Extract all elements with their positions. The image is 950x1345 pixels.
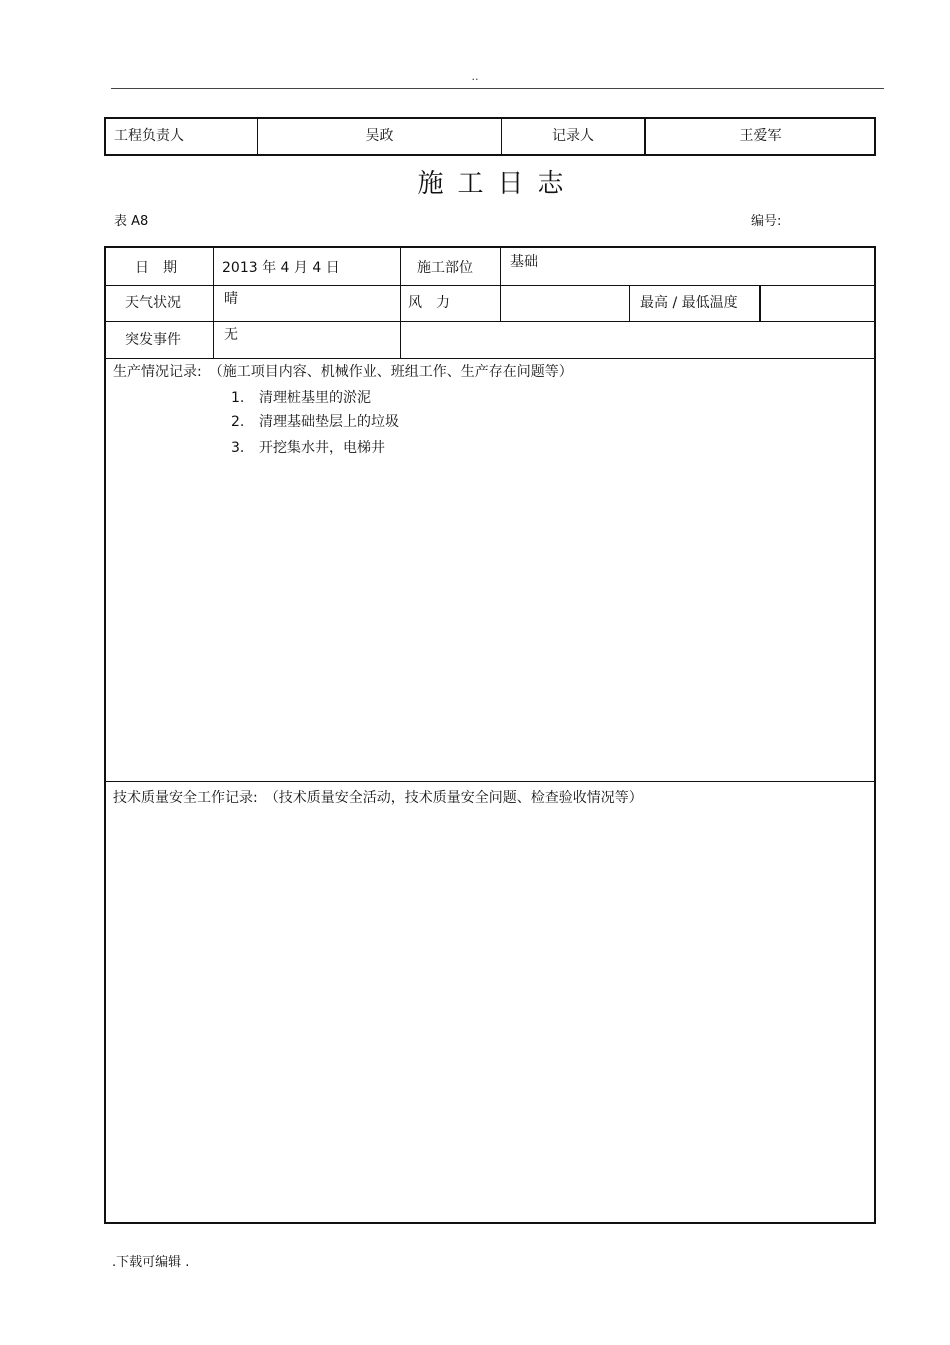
manager-label: 工程负责人 (114, 128, 184, 144)
temperature-label: 最高 / 最低温度 (640, 295, 738, 311)
production-record-label: 生产情况记录: （施工项目内容、机械作业、班组工作、生产存在问题等） (113, 364, 573, 380)
tech-quality-record-label: 技术质量安全工作记录: （技术质量安全活动，技术质量安全问题、检查验收情况等） (113, 790, 643, 806)
page-title: 施工日志 (417, 169, 578, 199)
recorder-label: 记录人 (552, 128, 594, 144)
list-item: 1. 清理桩基里的淤泥 (231, 390, 371, 406)
date-value: 2013 年 4 月 4 日 (222, 260, 340, 276)
wind-label: 风 力 (408, 295, 450, 311)
construction-log-table (104, 246, 876, 1224)
manager-value: 吴政 (365, 128, 394, 144)
header-dots: .. (471, 70, 479, 83)
incident-value: 无 (224, 327, 238, 343)
weather-label: 天气状况 (125, 295, 181, 311)
list-item: 3. 开挖集水井，电梯井 (231, 440, 385, 456)
footer-note: .下载可编辑 . (112, 1255, 190, 1270)
project-info-table (104, 117, 876, 156)
incident-label: 突发事件 (125, 332, 181, 348)
recorder-value: 王爱军 (739, 128, 782, 144)
serial-number-label: 编号: (751, 214, 782, 229)
section-value: 基础 (510, 254, 538, 270)
date-label: 日 期 (135, 260, 177, 276)
weather-value: 晴 (224, 291, 238, 307)
section-label: 施工部位 (417, 260, 473, 276)
header-rule (111, 88, 884, 89)
form-code: 表 A8 (114, 214, 149, 229)
list-item: 2. 清理基础垫层上的垃圾 (231, 414, 399, 430)
